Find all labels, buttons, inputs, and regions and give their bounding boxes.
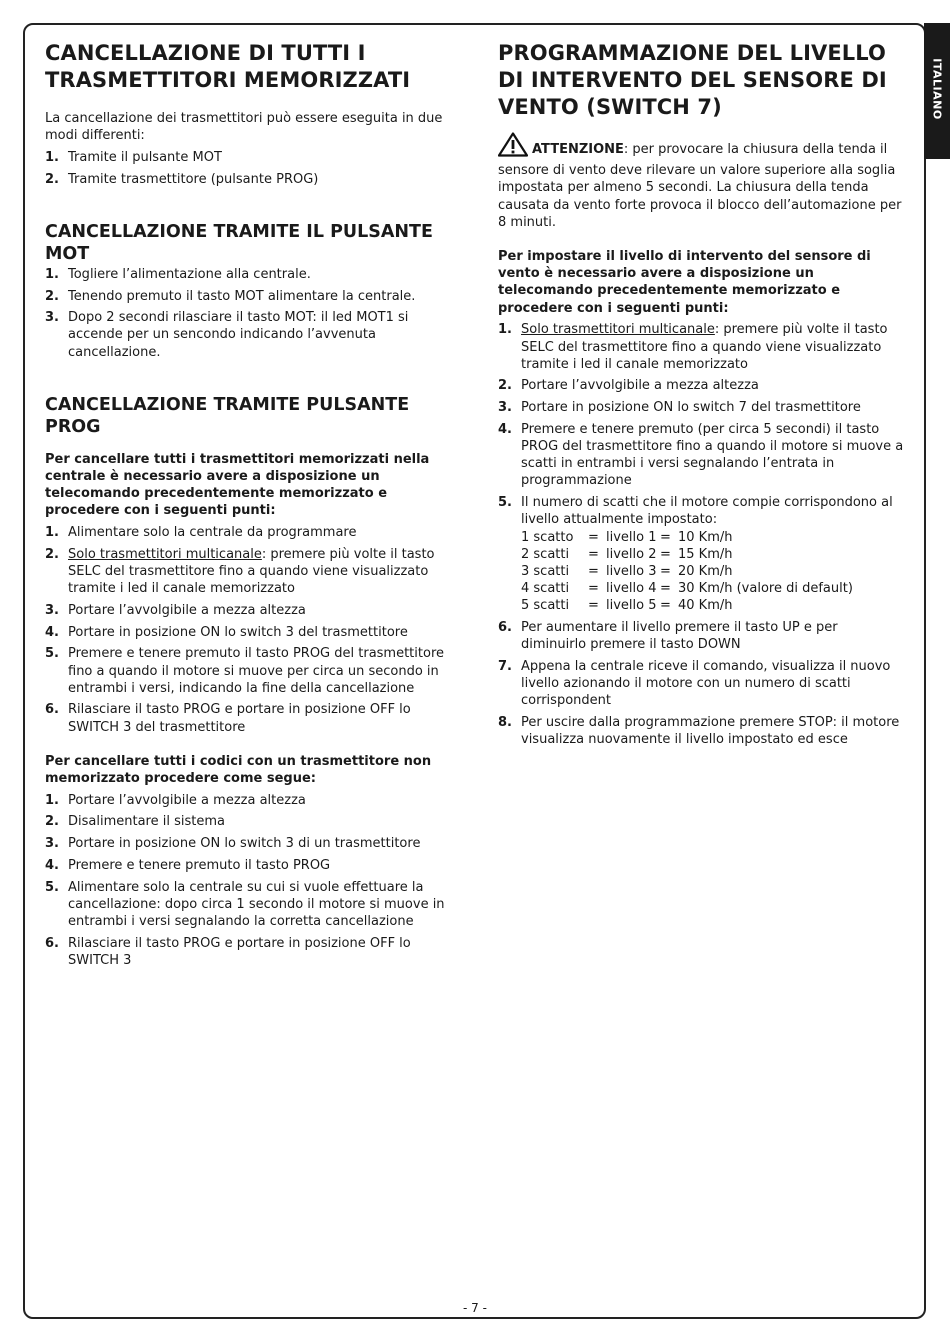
list-item: 1. Tramite il pulsante MOT xyxy=(45,149,222,165)
list-item: 2. Portare l’avvolgibile a mezza altezza xyxy=(498,378,759,394)
list-item: 5. Alimentare solo la centrale su cui si vuole effettuare la cancellazione: dopo circa 1 secondo il motore si muove in entrambi i versi segnalando la corretta cancellazione xyxy=(45,879,445,929)
level-row: 2 scatti = livello 2 = 15 Km/h xyxy=(521,546,733,562)
warning-label: ATTENZIONE xyxy=(532,142,624,157)
level-row: 4 scatti = livello 4 = 30 Km/h (valore di default) xyxy=(521,581,853,597)
right-column xyxy=(498,40,906,749)
list-item: 6. Rilasciare il tasto PROG e portare in posizione OFF lo SWITCH 3 xyxy=(45,935,411,968)
left-column xyxy=(45,40,457,969)
list-item: 3. Portare in posizione ON lo switch 3 di un trasmettitore xyxy=(45,836,421,852)
unmemorized-list xyxy=(45,792,457,969)
list-item: 1. Togliere l’alimentazione alla centrale. xyxy=(45,266,311,282)
list-item: 8. Per uscire dalla programmazione premere STOP: il motore visualizza nuovamente il livello impostato ed esce xyxy=(498,715,900,748)
list-item: 1. Alimentare solo la centrale da programmare xyxy=(45,525,357,541)
list-item: 6. Rilasciare il tasto PROG e portare in posizione OFF lo SWITCH 3 del trasmettitore xyxy=(45,702,411,735)
intro-list xyxy=(45,149,457,188)
list-item: 1. Portare l’avvolgibile a mezza altezza xyxy=(45,792,306,808)
warning-paragraph xyxy=(498,132,906,231)
list-item: 5. Premere e tenere premuto il tasto PROG del trasmettitore fino a quando il motore si muove per circa un secondo in entrambi i versi, indicando la fine della cancellazione xyxy=(45,646,445,696)
list-item: 4. Premere e tenere premuto il tasto PROG xyxy=(45,857,331,873)
warning-text: : per provocare la chiusura della tenda il sensore di vento deve rilevare un valore superiore alla soglia impostata per almeno 5 secondi. La chiusura della tenda causata da vento forte provoca il blocco dell’automazione per 8 minuti. xyxy=(498,142,902,230)
unmemorized-intro: Per cancellare tutti i codici con un trasmettitore non memorizzato procedere come segue: xyxy=(45,753,432,787)
list-item: 2. Disalimentare il sistema xyxy=(45,814,225,830)
right-intro: Per impostare il livello di intervento del sensore di vento è necessario avere a disposizione un telecomando precedentemente memorizzato e procedere con i seguenti punti: xyxy=(498,249,871,316)
list-item: 3. Dopo 2 secondi rilasciare il tasto MOT: il led MOT1 si accende per un sencondo indicando l’avvenuta cancellazione. xyxy=(45,310,409,360)
section-title-mot: CANCELLAZIONE TRAMITE IL PULSANTE MOT xyxy=(45,221,433,264)
warning-icon xyxy=(498,132,528,162)
list-item: 6. Per aumentare il livello premere il tasto UP e per diminuirlo premere il tasto DOWN xyxy=(498,620,838,653)
right-title: PROGRAMMAZIONE DEL LIVELLO DI INTERVENTO DEL SENSORE DI VENTO (SWITCH 7) xyxy=(498,41,887,119)
level-row: 3 scatti = livello 3 = 20 Km/h xyxy=(521,563,733,579)
level-row: 5 scatti = livello 5 = 40 Km/h xyxy=(521,598,733,614)
prog-intro: Per cancellare tutti i trasmettitori memorizzati nella centrale è necessario avere a disposizione un telecomando precedentemente memorizzato e procedere con i seguenti punti: xyxy=(45,451,430,519)
list-item: 4. Portare in posizione ON lo switch 3 del trasmettitore xyxy=(45,624,408,640)
list-item: 1. Solo trasmettitori multicanale: premere più volte il tasto SELC del trasmettitore fino a quando viene visualizzato tramite i led il canale memorizzato xyxy=(498,322,888,372)
list-item: 3. Portare in posizione ON lo switch 7 del trasmettitore xyxy=(498,400,861,416)
left-title: CANCELLAZIONE DI TUTTI I TRASMETTITORI MEMORIZZATI xyxy=(45,41,411,92)
section-title-prog: CANCELLAZIONE TRAMITE PULSANTE PROG xyxy=(45,394,410,437)
list-item: 2. Tramite trasmettitore (pulsante PROG) xyxy=(45,171,319,187)
list-item: 5. Il numero di scatti che il motore compie corrispondono al livello attualmente impostato: 1 scatto = livello 1 = 10 Km/h 2 scatti = livello 2 = 15 Km/h 3 scatti = livello 3 = 20 Km/h 4 scatti = livello 4 = 30 Km/h (valore di default) 5 scatti = livello 5 = 40 Km/h xyxy=(498,494,906,614)
language-tab xyxy=(924,23,950,159)
list-item: 2. Tenendo premuto il tasto MOT alimentare la centrale. xyxy=(45,288,416,304)
mot-list xyxy=(45,266,457,361)
list-item: 3. Portare l’avvolgibile a mezza altezza xyxy=(45,602,306,618)
language-tab-label: ITALIANO xyxy=(930,58,944,120)
left-intro: La cancellazione dei trasmettitori può essere eseguita in due modi differenti: xyxy=(45,111,443,144)
list-item: 4. Premere e tenere premuto (per circa 5 secondi) il tasto PROG del trasmettitore fino a quando il motore si muove a scatti in entrambi i versi segnalando l’entrata in programmazione xyxy=(498,421,904,489)
list-item: 2. Solo trasmettitori multicanale: premere più volte il tasto SELC del trasmettitore fino a quando viene visualizzato tramite i led il canale memorizzato xyxy=(45,546,435,597)
wind-list xyxy=(498,321,906,748)
list-item: 7. Appena la centrale riceve il comando, visualizza il nuovo livello azionando il motore con un numero di scatti corrispondent xyxy=(498,658,891,709)
level-row: 1 scatto = livello 1 = 10 Km/h xyxy=(521,529,733,545)
prog-list xyxy=(45,524,457,736)
page-number: - 7 - xyxy=(463,1301,487,1315)
